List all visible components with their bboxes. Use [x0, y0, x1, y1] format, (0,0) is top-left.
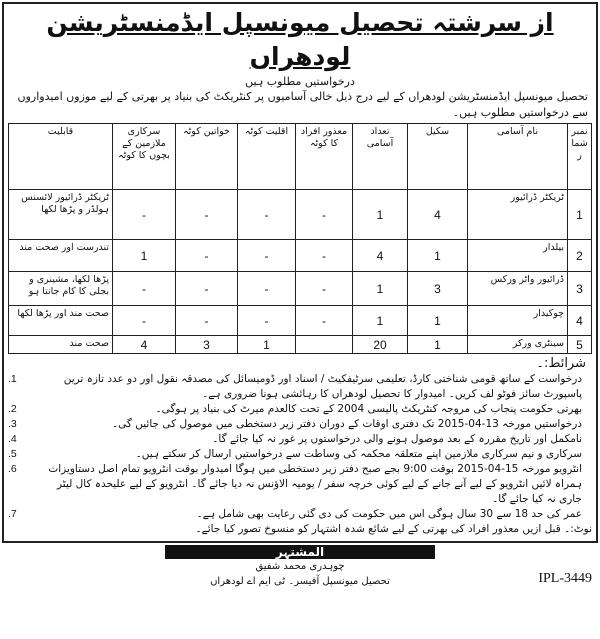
table-row: [9, 240, 592, 272]
condition-number: 2.: [8, 403, 17, 415]
table-cell: 3: [176, 336, 238, 354]
table-cell: 20: [353, 336, 408, 354]
table-cell: -: [296, 272, 353, 306]
table-cell: -: [238, 240, 296, 272]
header-cell: نام آسامی: [468, 124, 568, 190]
table-cell: 3: [568, 272, 592, 306]
table-cell: -: [176, 190, 238, 240]
condition-number: 5.: [8, 448, 17, 460]
intro-text: تحصیل میونسپل ایڈمنسٹریشن لودھراں کے لیے درج ذیل خالی آسامیوں پر کنٹریکٹ کی بنیاد پر بھرتی کے لیے موزوں امیدواروں سے درخواستیں مطلوب ہیں۔: [17, 90, 588, 119]
condition-text: درخواست کے ساتھ قومی شناختی کارڈ، تعلیمی سرٹیفکیٹ / اسناد اور ڈومیسائل کی مصدقہ نقول اور دو عدد تازہ ترین پاسپورٹ سائز فوٹو لف کریں۔ امیدوار کا تحصیل لودھراں کا رہائشی ہونا ضروری ہے۔: [63, 373, 582, 400]
header-cell: سرکاری ملازمین کے بچوں کا کوٹہ: [113, 124, 176, 190]
condition-item: [8, 447, 592, 462]
advertiser-label: المشتہر: [165, 545, 435, 559]
table-cell: 5: [568, 336, 592, 354]
table-row: [9, 336, 592, 354]
table-cell: 1: [113, 240, 176, 272]
table-cell: 1: [353, 306, 408, 336]
table-cell: تندرست اور صحت مند: [9, 240, 113, 272]
table-cell: سینٹری ورکر: [468, 336, 568, 354]
header-cell: معذور افراد کا کوٹہ: [296, 124, 353, 190]
table-cell: 1: [408, 336, 468, 354]
condition-item: [8, 432, 592, 447]
table-row: [9, 306, 592, 336]
condition-item: [8, 402, 592, 417]
table-cell: ٹریکٹر ڈرائیور: [468, 190, 568, 240]
condition-number: 4.: [8, 433, 17, 445]
header-cell: قابلیت: [9, 124, 113, 190]
conditions-list: [8, 372, 592, 522]
condition-text: سرکاری و نیم سرکاری ملازمین اپنے متعلقہ محکمہ کی وساطت سے درخواستیں ارسال کر سکتے ہیں۔: [135, 448, 582, 460]
condition-number: 6.: [8, 463, 17, 475]
table-cell: 1: [353, 190, 408, 240]
condition-number: 3.: [8, 418, 17, 430]
table-cell: -: [176, 306, 238, 336]
advertisement: [2, 2, 598, 543]
conditions-title: شرائط:۔: [536, 356, 586, 371]
condition-text: نامکمل اور تاریخ مقررہ کے بعد موصول ہونے والی درخواستوں پر غور نہ کیا جائے گا۔: [212, 433, 582, 445]
header-cell: سکیل: [408, 124, 468, 190]
table-cell: 4: [353, 240, 408, 272]
table-cell: 4: [408, 190, 468, 240]
table-cell: 2: [568, 240, 592, 272]
ad-code: IPL-3449: [538, 571, 592, 586]
table-cell: -: [113, 190, 176, 240]
condition-number: 1.: [8, 373, 17, 385]
signatory-title: تحصیل میونسپل آفیسر۔ ٹی ایم اے لودھراں: [210, 576, 390, 587]
table-cell: صحت مند: [9, 336, 113, 354]
condition-item: [8, 372, 592, 402]
table-cell: -: [238, 190, 296, 240]
table-cell: 3: [408, 272, 468, 306]
table-cell: -: [113, 272, 176, 306]
table-cell: -: [296, 240, 353, 272]
conditions-section: [8, 356, 592, 537]
table-cell: [296, 336, 353, 354]
table-header-row: [9, 124, 592, 190]
condition-text: انٹرویو مورخہ 15-04-2015 بوقت 9:00 بجے صبح دفتر زیر دستخطی میں ہوگا امیدوار بوقت انٹرویو تمام اصل دستاویزات ہمراہ لائیں انٹرویو کے لیے آنے جانے کے لیے کوئی خرچہ سفر / یومیہ الاؤنس نہ دیا جائے گا۔ انٹرویو کے لیے علیحدہ کال لیٹر جاری نہ کیا جائے گا۔: [48, 463, 582, 505]
table-cell: 1: [568, 190, 592, 240]
signature-row: [0, 559, 600, 593]
header-cell: خواتین کوٹہ: [176, 124, 238, 190]
condition-text: درخواستیں مورخہ 13-04-2015 تک دفتری اوقات کے دوران دفتر زیر دستخطی میں موصول کی جائیں گی۔: [112, 418, 582, 430]
condition-item: [8, 507, 592, 522]
table-cell: -: [176, 272, 238, 306]
table-cell: 1: [353, 272, 408, 306]
signatory-name: چوہدری محمد شفیق: [255, 561, 345, 572]
table-cell: 4: [568, 306, 592, 336]
table-cell: 4: [113, 336, 176, 354]
table-cell: پڑھا لکھا، مشینری و بجلی کا کام جانتا ہو: [9, 272, 113, 306]
table-cell: -: [296, 306, 353, 336]
table-cell: 1: [408, 240, 468, 272]
signature-block: [165, 559, 435, 589]
table-cell: -: [113, 306, 176, 336]
table-cell: 1: [408, 306, 468, 336]
condition-number: 7.: [8, 508, 17, 520]
table-cell: 1: [238, 336, 296, 354]
table-cell: -: [238, 306, 296, 336]
table-cell: ٹریکٹر ڈرائیور لائسنس ہولڈر و پڑھا لکھا: [9, 190, 113, 240]
table-cell: -: [238, 272, 296, 306]
footer: [0, 543, 600, 593]
header-cell: نمبر شمار: [568, 124, 592, 190]
ad-title: از سرشتہ تحصیل میونسپل ایڈمنسٹریشن لودھراں: [46, 8, 554, 71]
table-cell: چوکیدار: [468, 306, 568, 336]
condition-text: عمر کی حد 18 سے 30 سال ہوگی اس میں حکومت کی دی گئی رعایت بھی شامل ہے۔: [196, 508, 582, 520]
header-cell: تعداد آسامی: [353, 124, 408, 190]
ad-subtitle: درخواستیں مطلوب ہیں: [245, 75, 355, 88]
table-cell: ڈرائیور واٹر ورکس: [468, 272, 568, 306]
table-row: [9, 272, 592, 306]
table-cell: صحت مند اور پڑھا لکھا: [9, 306, 113, 336]
header-cell: اقلیت کوٹہ: [238, 124, 296, 190]
table-cell: بیلدار: [468, 240, 568, 272]
table-row: [9, 190, 592, 240]
table-cell: -: [176, 240, 238, 272]
condition-item: [8, 462, 592, 507]
table-cell: -: [296, 190, 353, 240]
note: نوٹ:۔ قبل ازیں معذور افراد کی بھرتی کے لیے شائع شدہ اشتہار کو منسوخ تصور کیا جائے۔: [195, 523, 592, 535]
vacancy-table: [8, 123, 592, 354]
condition-text: بھرتی حکومت پنجاب کی مروجہ کنٹریکٹ پالیسی 2004 کے تحت کالعدم میرٹ کی بنیاد پر ہوگی۔: [155, 403, 582, 415]
condition-item: [8, 417, 592, 432]
